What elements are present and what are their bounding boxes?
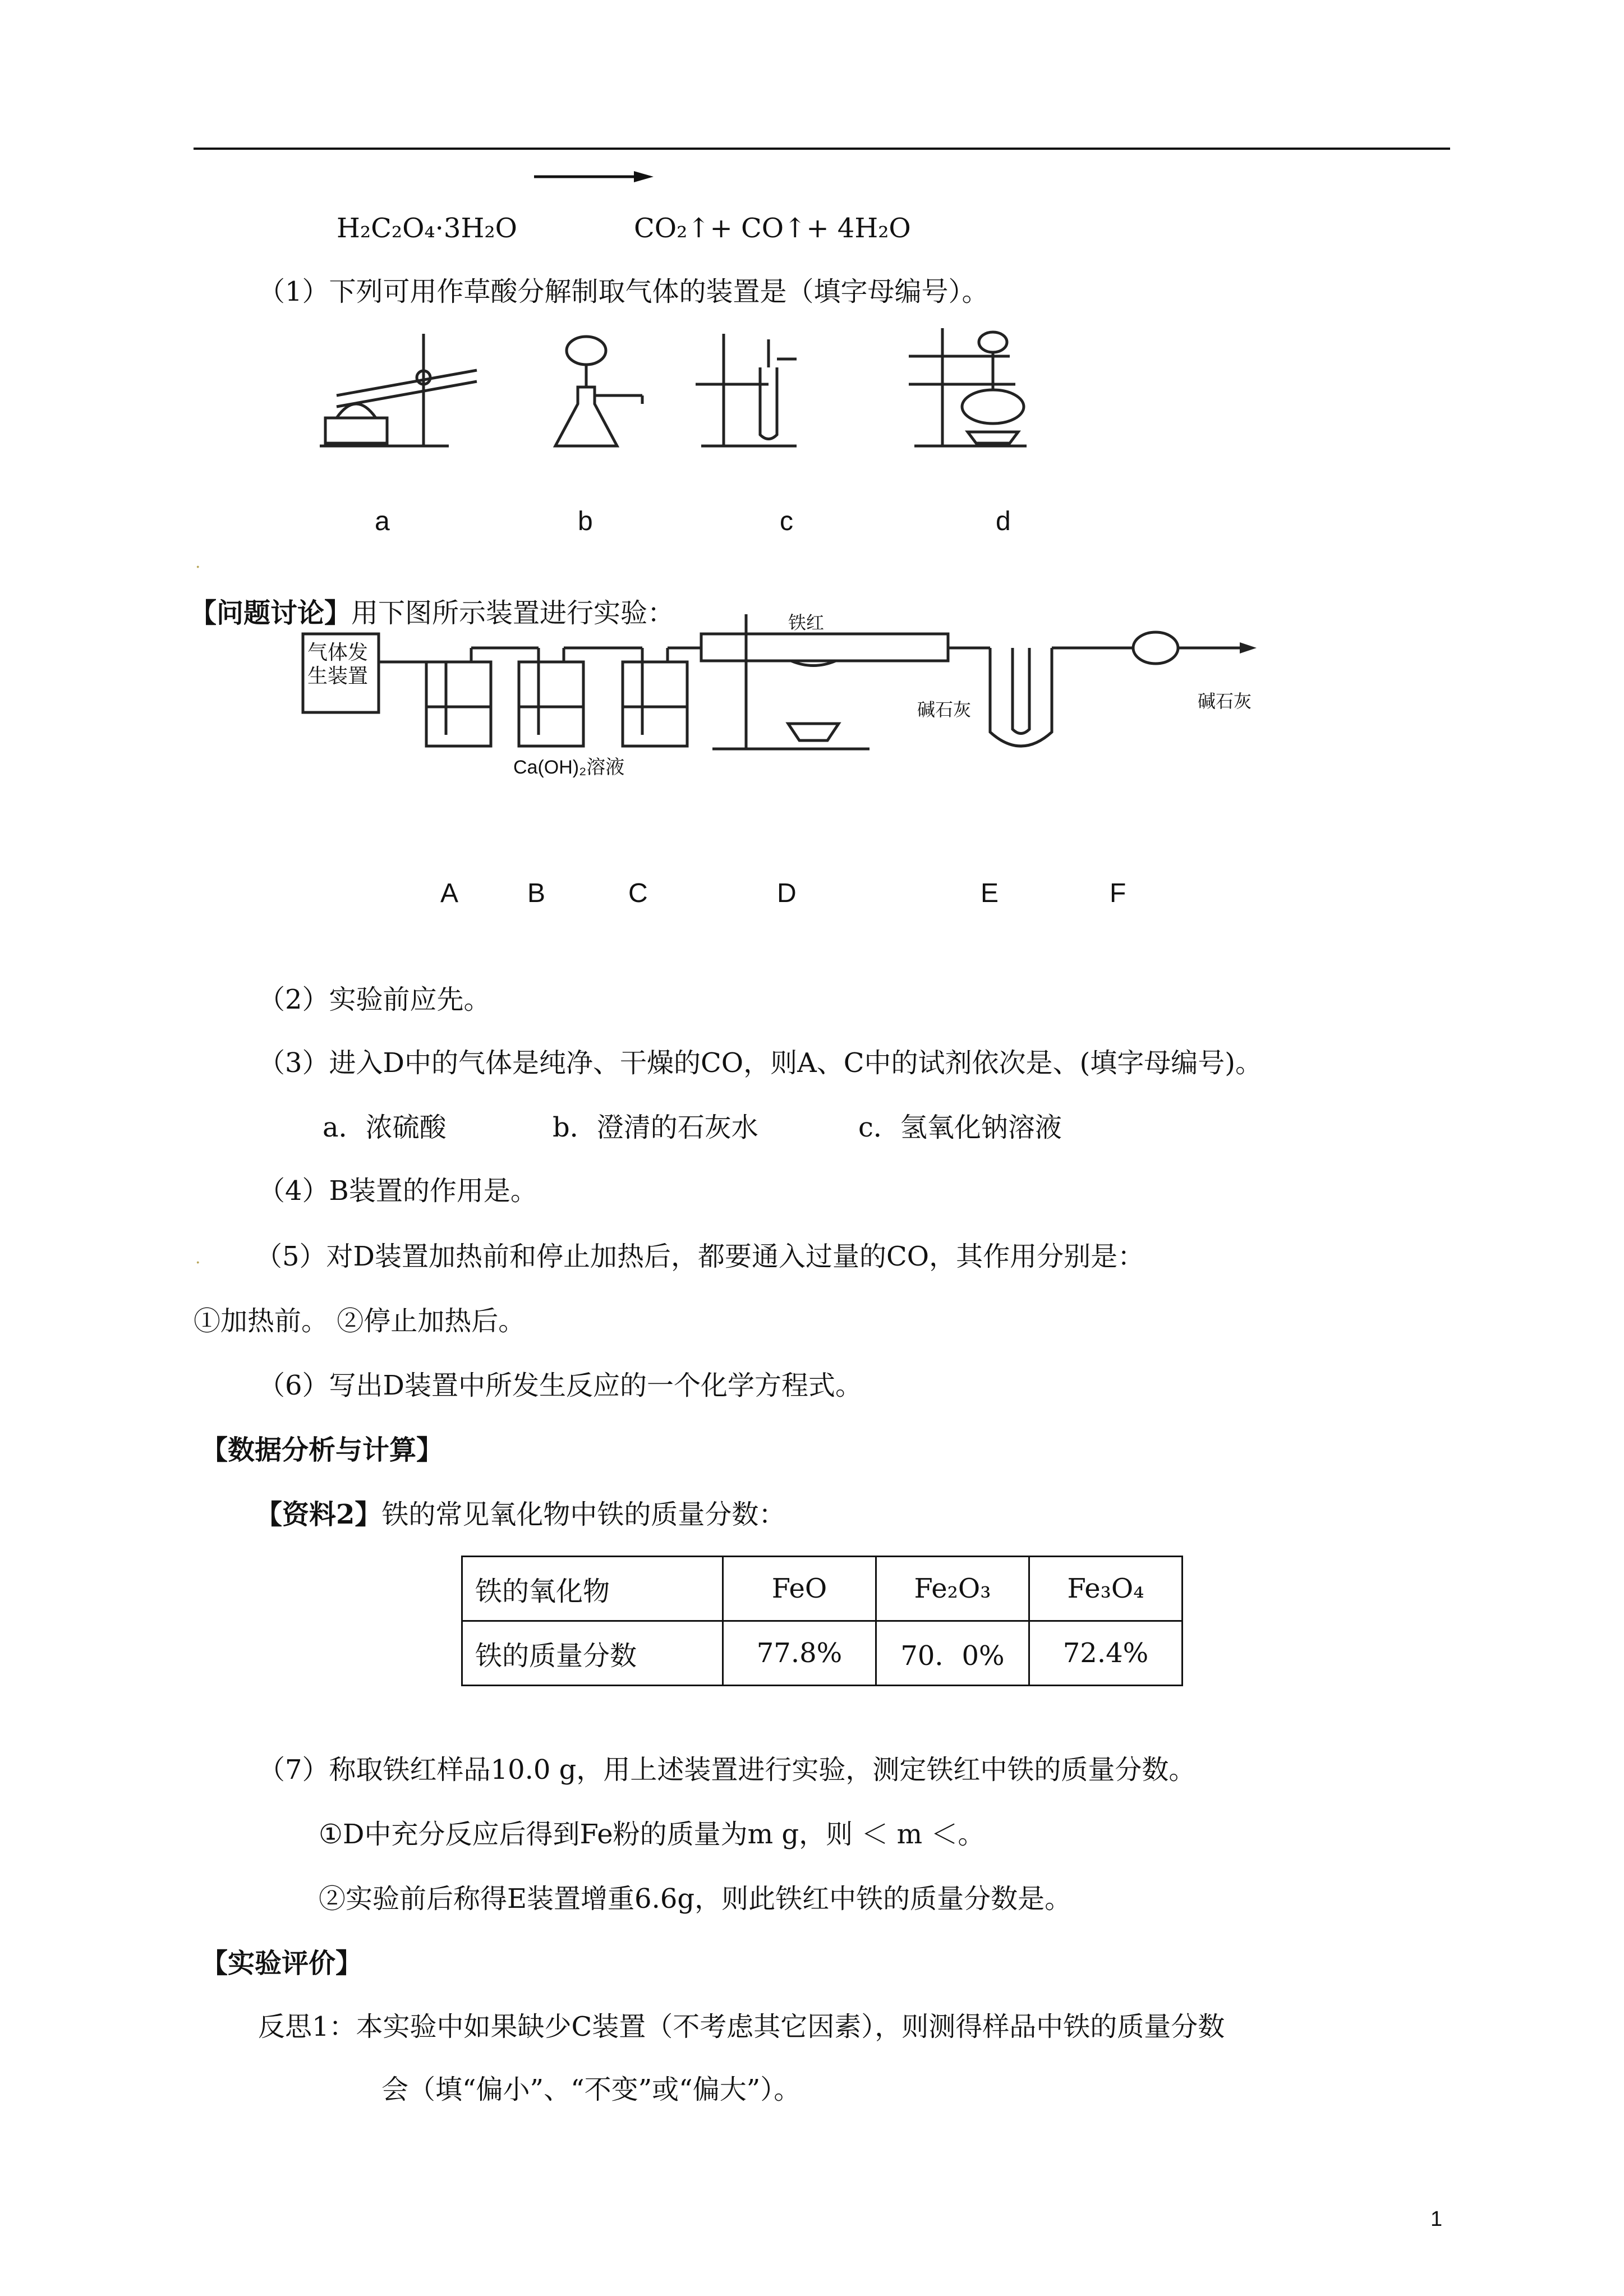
data-section-heading: 【数据分析与计算】 — [201, 1434, 444, 1466]
table-cell: 77.8% — [723, 1621, 876, 1686]
iron-oxide-table — [461, 1556, 1183, 1686]
apparatus-a-illustration — [314, 328, 494, 454]
bottle-label-d: D — [777, 878, 797, 908]
equation-products: CO₂↑+ CO↑+ 4H₂O — [634, 213, 911, 244]
apparatus-d-illustration — [898, 323, 1066, 454]
question-7: （7）称取铁红样品10.0 g，用上述装置进行实验，测定铁红中铁的质量分数。 — [258, 1754, 1196, 1786]
bottle-label-a: A — [440, 878, 459, 908]
iron-red-label: 铁红 — [788, 613, 825, 633]
question-7-part-2: ②实验前后称得E装置增重6.6g，则此铁红中铁的质量分数是。 — [319, 1883, 1072, 1915]
table-row — [462, 1621, 1183, 1686]
question-5-parts: ①加热前。 ②停止加热后。 — [194, 1305, 526, 1337]
discussion-text: 用下图所示装置进行实验： — [351, 597, 675, 629]
reflection-line-2: 会（填“偏小”、“不变”或“偏大”）。 — [381, 2074, 801, 2105]
soda-lime-label-2: 碱石灰 — [1198, 691, 1252, 711]
table-cell: 70．0% — [876, 1621, 1029, 1686]
question-7-part-1: ①D中充分反应后得到Fe粉的质量为m g，则 ＜ m ＜。 — [319, 1819, 985, 1850]
table-row — [462, 1557, 1183, 1621]
page-number: 1 — [1430, 2207, 1443, 2231]
table-cell: 铁的氧化物 — [462, 1557, 723, 1621]
equation-reactant: H₂C₂O₄·3H₂O — [337, 213, 517, 244]
apparatus-c-illustration — [690, 328, 813, 454]
source-line — [255, 1498, 785, 1531]
gas-generator-label: 气体发生装置 — [307, 641, 369, 687]
scan-mark: . — [195, 553, 201, 572]
bottle-label-b: B — [527, 878, 546, 908]
source-text: 铁的常见氧化物中铁的质量分数： — [381, 1499, 786, 1530]
limewater-label: Ca(OH)₂溶液 — [513, 757, 625, 778]
question-4: （4）B装置的作用是。 — [258, 1175, 537, 1207]
question-2: （2）实验前应先。 — [258, 984, 491, 1015]
source-label: 【资料2】 — [255, 1499, 382, 1530]
apparatus-label-d: d — [996, 507, 1011, 536]
question-6: （6）写出D装置中所发生反应的一个化学方程式。 — [258, 1370, 863, 1401]
soda-lime-label-1: 碱石灰 — [917, 700, 972, 720]
table-cell: 72.4% — [1029, 1621, 1183, 1686]
table-cell: Fe₃O₄ — [1029, 1557, 1183, 1621]
apparatus-label-c: c — [780, 507, 793, 536]
discussion-heading: 【问题讨论】 — [190, 597, 352, 629]
evaluation-heading: 【实验评价】 — [201, 1948, 363, 1979]
reaction-arrow — [533, 168, 656, 185]
q3-option-a: a．浓硫酸 — [323, 1112, 447, 1143]
question-1: （1）下列可用作草酸分解制取气体的装置是（填字母编号）。 — [258, 276, 989, 307]
question-3: （3）进入D中的气体是纯净、干燥的CO，则A、C中的试剂依次是、(填字母编号)。 — [258, 1047, 1262, 1079]
q3-option-c: c．氢氧化钠溶液 — [858, 1112, 1062, 1143]
table-cell: FeO — [723, 1557, 876, 1621]
q3-option-b: b．澄清的石灰水 — [553, 1112, 758, 1143]
apparatus-label-a: a — [375, 507, 390, 536]
table-cell: Fe₂O₃ — [876, 1557, 1029, 1621]
apparatus-b-illustration — [547, 325, 659, 454]
scan-mark: . — [195, 1248, 201, 1268]
question-5: （5）对D装置加热前和停止加热后，都要通入过量的CO，其作用分别是： — [255, 1241, 1145, 1272]
bottle-label-c: C — [628, 878, 648, 908]
bottle-label-f: F — [1110, 878, 1126, 908]
reflection-line-1: 反思1：本实验中如果缺少C装置（不考虑其它因素），则测得样品中铁的质量分数 — [258, 2011, 1225, 2042]
bottle-label-e: E — [981, 878, 999, 908]
apparatus-label-b: b — [578, 507, 593, 536]
table-cell: 铁的质量分数 — [462, 1621, 723, 1686]
header-rule — [194, 148, 1450, 150]
